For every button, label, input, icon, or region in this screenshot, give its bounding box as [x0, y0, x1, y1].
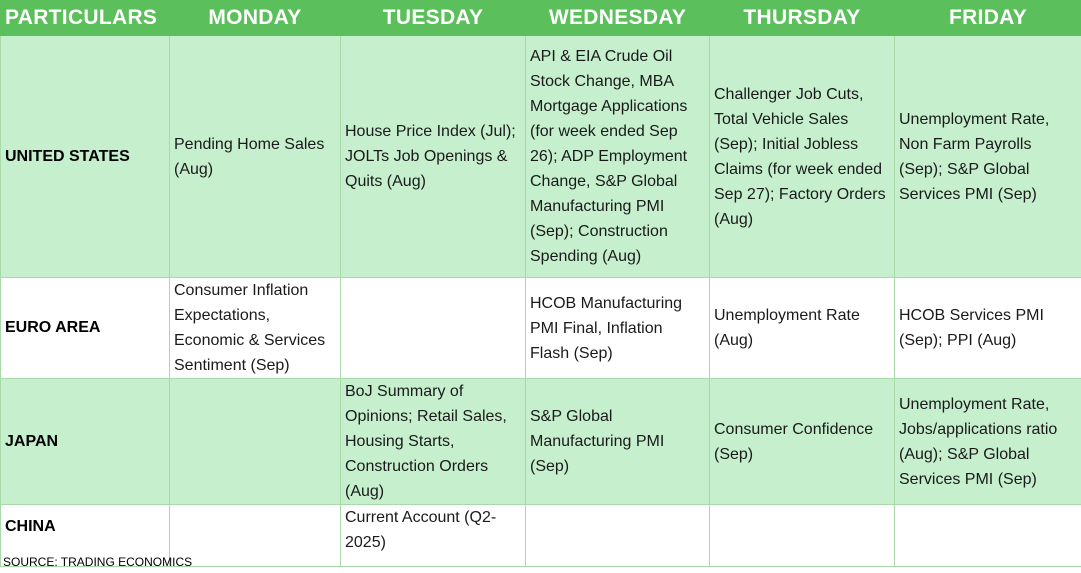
region-label: CHINA — [1, 505, 170, 567]
region-label: EURO AREA — [1, 278, 170, 379]
cell-friday: HCOB Services PMI (Sep); PPI (Aug) — [895, 278, 1081, 379]
header-monday: MONDAY — [170, 1, 341, 36]
cell-wednesday: HCOB Manufacturing PMI Final, Inflation Flash (Sep) — [526, 278, 710, 379]
cell-monday: Pending Home Sales (Aug) — [170, 36, 341, 278]
header-thursday: THURSDAY — [710, 1, 895, 36]
cell-monday: Consumer Inflation Expectations, Economic & Services Sentiment (Sep) — [170, 278, 341, 379]
header-particulars: PARTICULARS — [1, 1, 170, 36]
cell-thursday: Challenger Job Cuts, Total Vehicle Sales (Sep); Initial Jobless Claims (for week ended Sep 27); Factory Orders (Aug) — [710, 36, 895, 278]
cell-monday — [170, 379, 341, 505]
region-label: UNITED STATES — [1, 36, 170, 278]
header-tuesday: TUESDAY — [341, 1, 526, 36]
source-note: SOURCE: TRADING ECONOMICS — [3, 555, 193, 569]
cell-tuesday: Current Account (Q2-2025) — [341, 505, 526, 567]
cell-tuesday — [341, 278, 526, 379]
cell-wednesday: S&P Global Manufacturing PMI (Sep) — [526, 379, 710, 505]
region-label: JAPAN — [1, 379, 170, 505]
cell-wednesday: API & EIA Crude Oil Stock Change, MBA Mortgage Applications (for week ended Sep 26); ADP Employment Change, S&P Global Manufacturing PMI (Sep); Construction Spending (Aug) — [526, 36, 710, 278]
cell-tuesday: House Price Index (Jul); JOLTs Job Openings & Quits (Aug) — [341, 36, 526, 278]
cell-wednesday — [526, 505, 710, 567]
cell-friday: Unemployment Rate, Non Farm Payrolls (Sep); S&P Global Services PMI (Sep) — [895, 36, 1081, 278]
row-japan — [1, 379, 1081, 505]
row-united-states — [1, 36, 1081, 278]
cell-thursday: Consumer Confidence (Sep) — [710, 379, 895, 505]
cell-monday — [170, 505, 341, 567]
cell-friday — [895, 505, 1081, 567]
cell-thursday: Unemployment Rate (Aug) — [710, 278, 895, 379]
row-euro-area — [1, 278, 1081, 379]
header-row — [1, 1, 1081, 36]
cell-friday: Unemployment Rate, Jobs/applications ratio (Aug); S&P Global Services PMI (Sep) — [895, 379, 1081, 505]
cell-tuesday: BoJ Summary of Opinions; Retail Sales, Housing Starts, Construction Orders (Aug) — [341, 379, 526, 505]
header-wednesday: WEDNESDAY — [526, 1, 710, 36]
cell-thursday — [710, 505, 895, 567]
header-friday: FRIDAY — [895, 1, 1081, 36]
